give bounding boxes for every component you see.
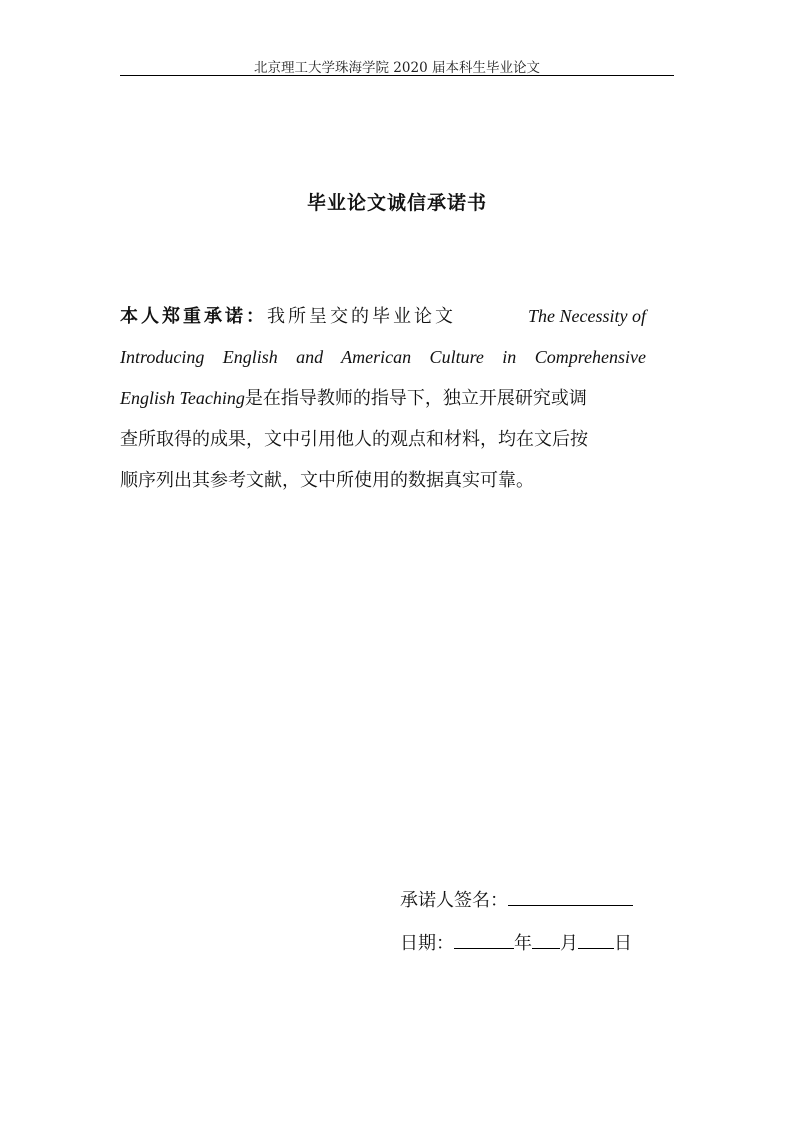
thesis-title-part-1: The Necessity of: [528, 306, 646, 326]
pledge-line-5: 顺序列出其参考文献，文中所使用的数据真实可靠。: [120, 470, 534, 491]
date-label: 日期：: [400, 933, 454, 954]
pledge-line-3: [120, 378, 646, 419]
pledge-line-2: [120, 337, 646, 378]
year-label: 年: [514, 933, 532, 954]
date-row: [400, 928, 632, 955]
signature-field[interactable]: [508, 885, 633, 906]
pledge-lead: 本人郑重承诺：: [120, 306, 267, 327]
day-label: 日: [614, 933, 632, 954]
page-header: 北京理工大学珠海学院 2020 届本科生毕业论文: [254, 60, 540, 76]
header-divider: [120, 75, 674, 76]
signature-row: [400, 885, 633, 912]
thesis-title-part-2: Introducing English and American Culture in Comprehensive: [120, 347, 646, 367]
day-field[interactable]: [578, 928, 614, 949]
pledge-line-1: [120, 296, 646, 337]
signature-label: 承诺人签名：: [400, 890, 508, 911]
pledge-line3-cn: 是在指导教师的指导下，独立开展研究或调: [244, 388, 587, 409]
year-field[interactable]: [454, 928, 514, 949]
month-label: 月: [560, 933, 578, 954]
pledge-paragraph: [120, 296, 646, 501]
pledge-line1-cn: 我所呈交的毕业论文: [267, 306, 456, 327]
month-field[interactable]: [532, 928, 560, 949]
pledge-line-4: 查所取得的成果，文中引用他人的观点和材料，均在文后按: [120, 429, 588, 450]
thesis-title-part-3: English Teaching: [120, 388, 245, 408]
page-title: 毕业论文诚信承诺书: [306, 192, 487, 214]
